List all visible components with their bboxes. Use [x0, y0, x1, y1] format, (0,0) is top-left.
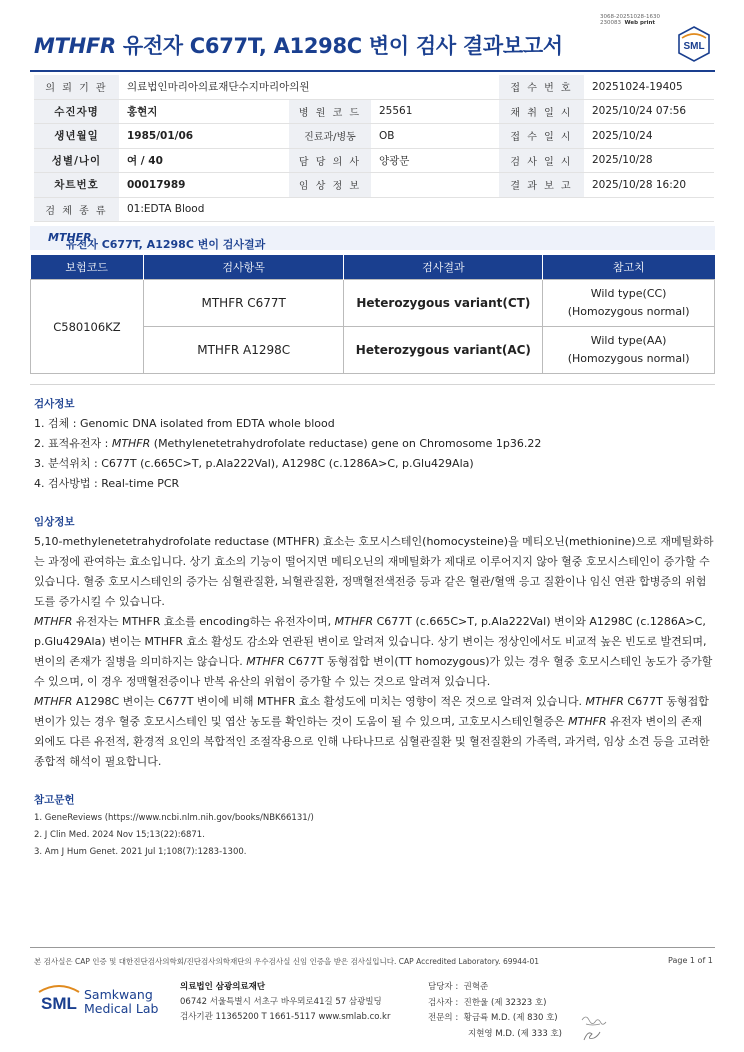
gene-name: MTHFR — [34, 695, 73, 708]
reference-line1: Wild type(AA) — [590, 334, 667, 347]
reference-line1: Wild type(CC) — [590, 287, 667, 300]
patient-info-table — [34, 75, 714, 222]
test-info-line: 3. 분석위치 : C677T (c.665C>T, p.Ala222Val), A1298C (c.1286A>C, p.Glu429Ala) — [34, 457, 474, 470]
reference-item: 3. Am J Hum Genet. 2021 Jul 1;108(7):1283-1300. — [34, 847, 247, 857]
results-title-gene: MTHFR — [48, 231, 92, 244]
info-row — [34, 75, 714, 99]
clinical-paragraph — [34, 612, 716, 692]
test-result: Heterozygous variant(CT) — [344, 280, 543, 327]
results-table — [30, 255, 715, 374]
clinical-text: C677T (c.665C>T, p.Ala222Val) 변이와 A1298C (c.1286A>C, p.Glu429Ala) 변이는 MTHFR 효소 활성도 감소와 연관된 변이로 알려져 있습니다. 상기 변이는 정상인에서도 비교적 높은 빈도로 발견되며, 변이의 존재가 질병을 의미하지는 않습니다. — [34, 615, 707, 668]
samkwang-logo-text — [84, 988, 158, 1016]
reference-item: 2. J Clin Med. 2024 Nov 15;13(22):6871. — [34, 830, 205, 840]
reference-value — [543, 280, 715, 327]
logo-line1: Samkwang — [84, 987, 153, 1002]
results-header-row — [31, 255, 715, 280]
header-test-item: 검사항목 — [143, 255, 344, 280]
results-section-header — [30, 226, 715, 250]
chart-value: 00017989 — [119, 173, 289, 198]
institution-value: 의료법인마리아의료재단수지마리아의원 — [119, 75, 499, 99]
badge-text: SML — [683, 41, 705, 52]
dept-value: OB — [371, 124, 499, 149]
test-result: Heterozygous variant(AC) — [344, 327, 543, 374]
reference-line2: (Homozygous normal) — [567, 305, 690, 318]
test-info-text: (Methylenetetrahydrofolate reductase) gene on Chromosome 1p36.22 — [150, 437, 542, 450]
logo-line2: Medical Lab — [84, 1001, 159, 1016]
chart-label: 차트번호 — [34, 173, 119, 198]
staff-name: 지현영 M.D. (제 333 호) — [468, 1028, 563, 1039]
collected-value: 2025/10/24 07:56 — [584, 99, 714, 124]
clinical-info-heading: 임상정보 — [34, 516, 75, 528]
sex-age-value: 여 / 40 — [119, 148, 289, 173]
reported-value: 2025/10/28 16:20 — [584, 173, 714, 198]
dob-value: 1985/01/06 — [119, 124, 289, 149]
staff-name: 황금륙 M.D. (제 830 호) — [463, 1013, 558, 1023]
clinical-paragraph — [34, 692, 716, 772]
reference-item: 1. GeneReviews (https://www.ncbi.nlm.nih.gov/books/NBK66131/) — [34, 813, 314, 823]
collected-label: 채 취 일 시 — [499, 99, 584, 124]
info-row — [34, 124, 714, 149]
clinical-paragraph: 5,10-methylenetetrahydrofolate reductase (MTHFR) 효소는 호모시스테인(homocysteine)을 메티오닌(methionine)으로 재메틸화하는 과정에 관여하는 효소입니다. 상기 효소의 기능이 떨어지면 메티오닌의 재메틸화가 제대로 이루어지지 않아 혈중 호모시스테인이 증가할 수 있습니다. 혈중 호모시스테인의 증가는 심혈관질환, 뇌혈관질환, 정맥혈전색전증 등과 같은 혈관/혈액 응고 질환이나 임신 연관 합병증의 위험도를 증가시킬 수 있습니다. — [34, 535, 714, 608]
name-label: 수진자명 — [34, 99, 119, 124]
received-value: 2025/10/24 — [584, 124, 714, 149]
accession-value: 20251024-19405 — [584, 75, 714, 99]
references-list — [34, 810, 314, 861]
reference-line2: (Homozygous normal) — [567, 352, 690, 365]
header-reference: 참고치 — [543, 255, 715, 280]
clinical-text: 유전자 변이의 존재 외에도 다른 유전적, 환경적 요인의 복합적인 조절작용으로 인해 나타나므로 심혈관질환 및 혈전질환의 가족력, 과거력, 임상 소견 등을 고려한 종합적 해석이 필요합니다. — [34, 715, 710, 768]
page-number: Page 1 of 1 — [668, 956, 713, 965]
reported-label: 결 과 보 고 — [499, 173, 584, 198]
test-info-line: 1. 검체 : Genomic DNA isolated from EDTA whole blood — [34, 417, 335, 430]
clinical-text: A1298C 변이는 C677T 변이에 비해 MTHFR 효소 활성도에 미치는 영향이 적은 것으로 알려져 있습니다. — [72, 695, 586, 708]
received-label: 접 수 일 시 — [499, 124, 584, 149]
signature-image — [578, 1010, 638, 1044]
hospital-code-label: 병 원 코 드 — [289, 99, 371, 124]
sex-age-label: 성별/나이 — [34, 148, 119, 173]
dept-label: 진료과/병동 — [289, 124, 371, 149]
print-id-line2: 230083 — [600, 20, 621, 26]
footer-rule — [30, 947, 715, 948]
accreditation-note: 본 검사실은 CAP 인증 및 대한진단검사의학회/진단검사의학재단의 우수검사실 신임 인증을 받은 검사실입니다. CAP Accredited Laboratory. 69944-01 — [34, 957, 540, 966]
specimen-value: 01:EDTA Blood — [119, 197, 714, 222]
test-item: MTHFR C677T — [143, 280, 344, 327]
gene-name: MTHFR — [334, 615, 374, 628]
clinical-value — [371, 173, 499, 198]
doctor-value: 양광문 — [371, 148, 499, 173]
print-id — [600, 14, 660, 26]
hospital-code-value: 25561 — [371, 99, 499, 124]
info-row — [34, 197, 714, 222]
results-section-title — [48, 231, 266, 251]
institution-name: 의료법인 삼광의료재단 — [180, 982, 266, 992]
reference-value — [543, 327, 715, 374]
logo-mark-text: SML — [41, 994, 77, 1013]
institution-contact: 검사기관 11365200 T 1661-5117 www.smlab.co.kr — [180, 1012, 391, 1022]
clinical-text: C677T 동형접합 변이가 있는 경우 혈중 호모시스테인 및 엽산 농도를 확인하는 것이 도움이 될 수 있으며, 고호모시스테인혈증은 — [34, 695, 709, 728]
insurance-code: C580106KZ — [31, 280, 144, 374]
header-test-result: 검사결과 — [344, 255, 543, 280]
table-row — [31, 280, 715, 327]
accession-label: 접 수 번 호 — [499, 75, 584, 99]
report-title-rest: 유전자 C677T, A1298C 변이 검사 결과보고서 — [115, 34, 563, 58]
clinical-label: 임 상 정 보 — [289, 173, 371, 198]
staff-role: 전문의 : — [428, 1013, 459, 1023]
tested-value: 2025/10/28 — [584, 148, 714, 173]
info-row — [34, 173, 714, 198]
samkwang-logo-mark — [36, 982, 82, 1016]
doctor-label: 담 당 의 사 — [289, 148, 371, 173]
header-insurance-code: 보험코드 — [31, 255, 144, 280]
staff-list — [428, 980, 562, 1042]
staff-name: 진한울 (제 32323 호) — [463, 997, 547, 1008]
report-title — [34, 30, 563, 60]
section-divider — [30, 384, 715, 385]
info-row — [34, 148, 714, 173]
test-item: MTHFR A1298C — [143, 327, 344, 374]
test-info-text: 2. 표적유전자 : — [34, 437, 112, 450]
test-info-heading: 검사정보 — [34, 398, 75, 410]
gene-name: MTHFR — [34, 615, 73, 628]
web-print-label: Web print — [624, 20, 656, 26]
test-info-body — [34, 414, 716, 494]
test-info-line: 4. 검사방법 : Real-time PCR — [34, 477, 180, 490]
header-rule — [30, 70, 715, 72]
info-row — [34, 99, 714, 124]
clinical-text: 유전자는 MTHFR 효소를 encoding하는 유전자이며, — [72, 615, 335, 628]
clinical-text: C677T 동형접합 변이(TT homozygous)가 있는 경우 혈중 호모시스테인 농도가 증가할 수 있으며, 이 경우 정맥혈전증이나 반복 유산의 위험이 증가할 수 있는 것으로 알려져 있습니다. — [34, 655, 713, 688]
results-title-rest: 유전자 C677T, A1298C 변이 검사결과 — [66, 238, 266, 251]
sml-badge-logo — [676, 26, 712, 62]
institution-label: 의 뢰 기 관 — [34, 75, 119, 99]
staff-role: 담당자 : — [428, 982, 459, 992]
references-heading: 참고문헌 — [34, 794, 75, 806]
gene-name: MTHFR — [111, 437, 151, 450]
name-value: 홍현지 — [119, 99, 289, 124]
staff-name: 권혁준 — [463, 982, 489, 992]
report-title-gene: MTHFR — [34, 34, 116, 58]
institution-address: 06742 서울특별시 서초구 바우뫼로41길 57 삼광빌딩 — [180, 997, 382, 1007]
dob-label: 생년월일 — [34, 124, 119, 149]
clinical-info-body — [34, 532, 716, 772]
gene-name: MTHFR — [585, 695, 624, 708]
institution-info — [180, 980, 390, 1025]
gene-name: MTHFR — [568, 715, 607, 728]
print-id-line1: 3068-20251028-1630 — [600, 14, 660, 20]
specimen-label: 검 체 종 류 — [34, 197, 119, 222]
test-info-line — [34, 434, 716, 454]
gene-name: MTHFR — [246, 655, 285, 668]
staff-role: 검사자 : — [428, 997, 459, 1008]
tested-label: 검 사 일 시 — [499, 148, 584, 173]
